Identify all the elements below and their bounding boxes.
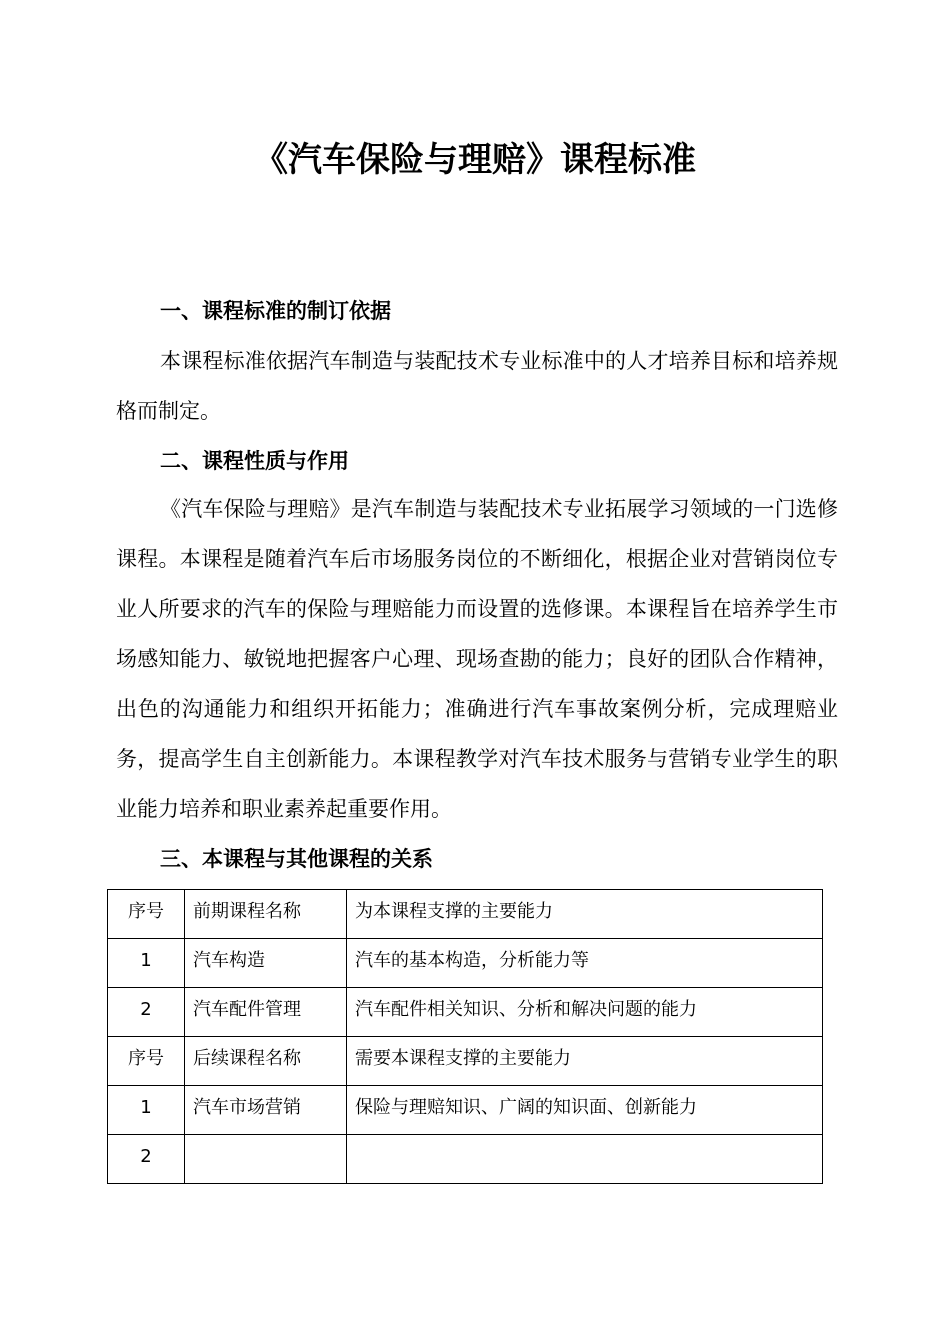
table-cell-number: 1	[108, 1086, 185, 1135]
table-cell-number: 1	[108, 939, 185, 988]
table-cell-course-name: 汽车配件管理	[185, 988, 347, 1037]
table-row	[108, 988, 823, 1037]
table-cell-ability: 保险与理赔知识、广阔的知识面、创新能力	[347, 1086, 823, 1135]
table-cell-ability	[347, 1135, 823, 1184]
table-row	[108, 1135, 823, 1184]
section-paragraph-1: 本课程标准依据汽车制造与装配技术专业标准中的人才培养目标和培养规格而制定。	[116, 349, 838, 423]
table-row	[108, 939, 823, 988]
table-cell-ability-header: 需要本课程支撑的主要能力	[347, 1037, 823, 1086]
table-cell-course-name-header: 前期课程名称	[185, 890, 347, 939]
section-heading-1: 一、课程标准的制订依据	[160, 299, 391, 323]
table-cell-number-header: 序号	[108, 890, 185, 939]
table-cell-course-name	[185, 1135, 347, 1184]
document-title: 《汽车保险与理赔》课程标准	[254, 140, 696, 180]
table-cell-number: 2	[108, 988, 185, 1037]
table-cell-course-name-header: 后续课程名称	[185, 1037, 347, 1086]
section-heading-2: 二、课程性质与作用	[160, 449, 349, 473]
table-cell-number-header: 序号	[108, 1037, 185, 1086]
table-row	[108, 1086, 823, 1135]
table-cell-course-name: 汽车构造	[185, 939, 347, 988]
course-relation-table	[107, 889, 823, 1184]
table-cell-ability: 汽车的基本构造，分析能力等	[347, 939, 823, 988]
table-row	[108, 890, 823, 939]
table-row	[108, 1037, 823, 1086]
table-cell-number: 2	[108, 1135, 185, 1184]
section-paragraph-2: 《汽车保险与理赔》是汽车制造与装配技术专业拓展学习领域的一门选修课程。本课程是随着汽车后市场服务岗位的不断细化，根据企业对营销岗位专业人所要求的汽车的保险与理赔能力而设置的选修课。本课程旨在培养学生市场感知能力、敏锐地把握客户心理、现场查勘的能力；良好的团队合作精神，出色的沟通能力和组织开拓能力；准确进行汽车事故案例分析，完成理赔业务，提高学生自主创新能力。本课程教学对汽车技术服务与营销专业学生的职业能力培养和职业素养起重要作用。	[116, 497, 838, 821]
table-cell-course-name: 汽车市场营销	[185, 1086, 347, 1135]
section-heading-3: 三、本课程与其他课程的关系	[160, 847, 433, 871]
table-cell-ability: 汽车配件相关知识、分析和解决问题的能力	[347, 988, 823, 1037]
table-cell-ability-header: 为本课程支撑的主要能力	[347, 890, 823, 939]
